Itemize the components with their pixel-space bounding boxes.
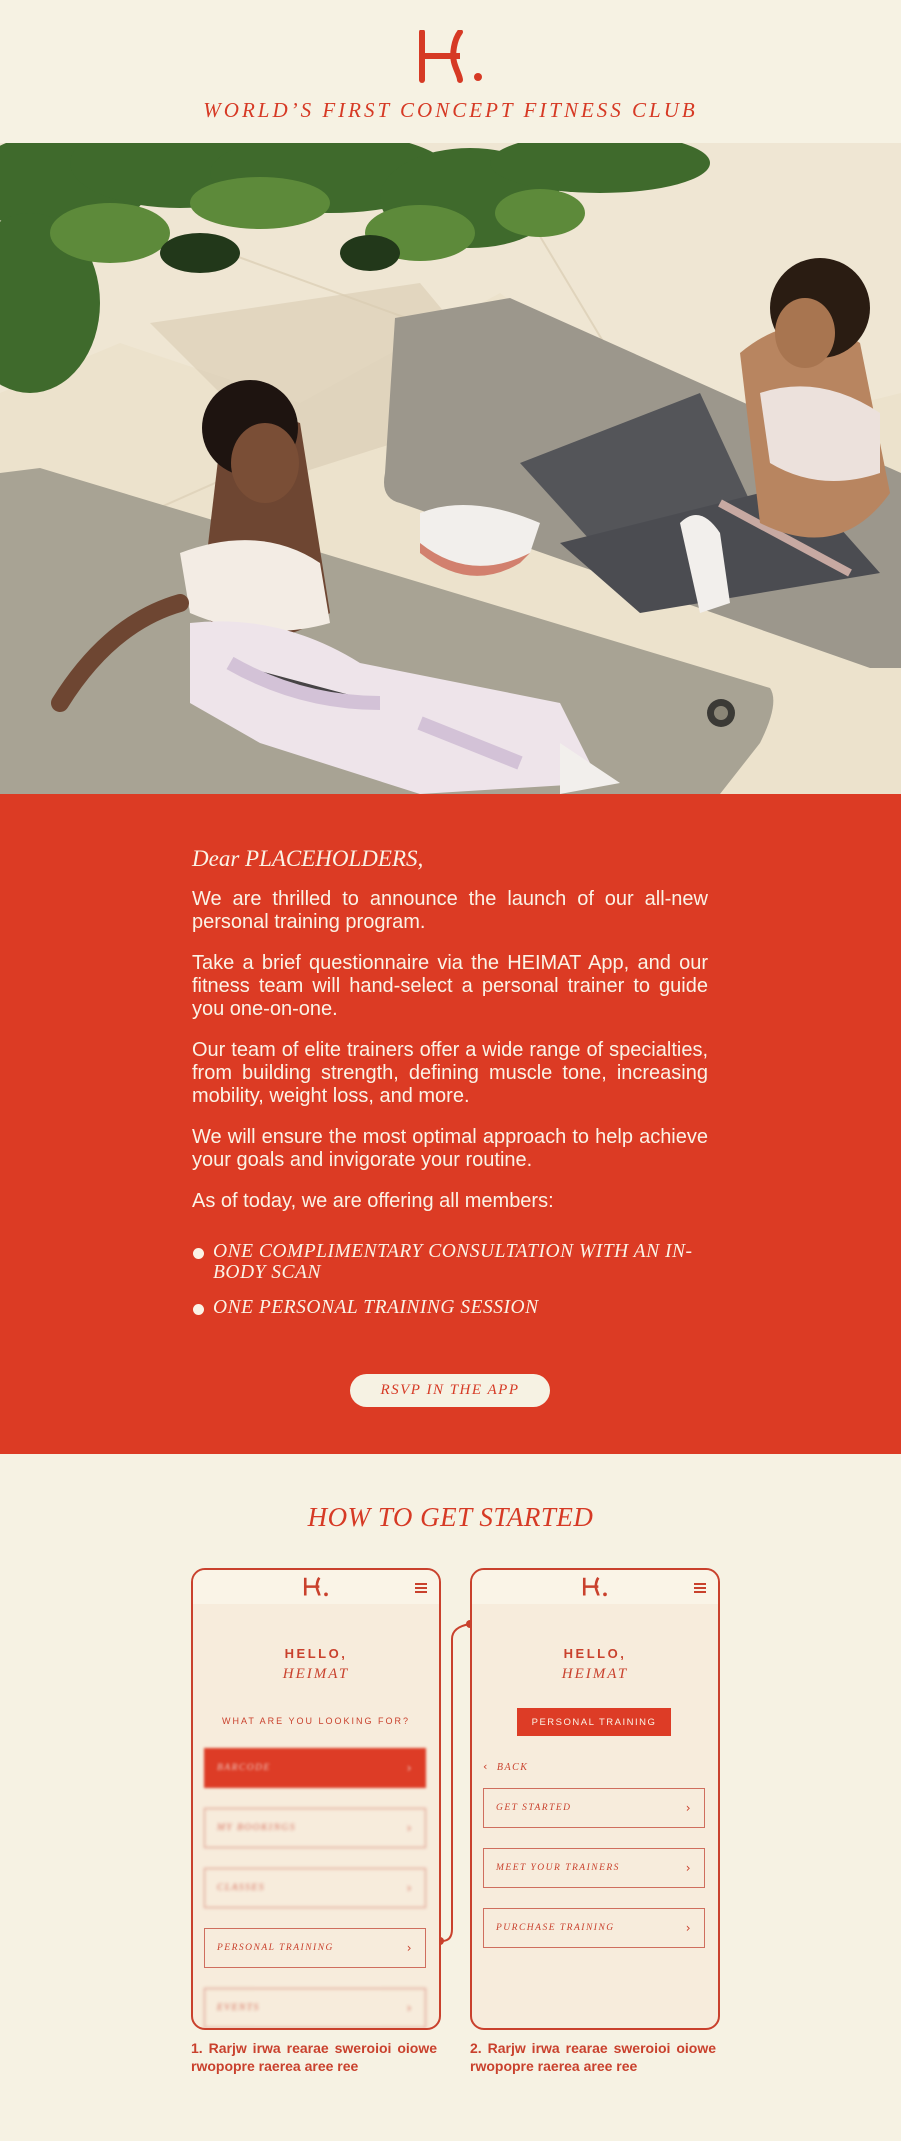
menu-item-label: PURCHASE TRAINING: [496, 1923, 615, 1933]
offer-item: ONE PERSONAL TRAINING SESSION: [192, 1297, 708, 1318]
menu-item-barcode[interactable]: [204, 1748, 426, 1788]
menu-item-events[interactable]: [204, 1988, 426, 2028]
chevron-right-icon: ›: [406, 1941, 413, 1955]
chevron-right-icon: ›: [406, 1881, 413, 1895]
menu-item-label: BARCODE: [217, 1763, 271, 1773]
phone-header: [193, 1570, 439, 1604]
hero-image: [0, 143, 901, 794]
paragraph: We will ensure the most optimal approach to help achieve your goals and invigorate your routine.: [192, 1126, 708, 1171]
rsvp-button[interactable]: RSVP IN THE APP: [350, 1374, 550, 1407]
announcement-section: [0, 794, 901, 1454]
phone-mockup-home: [191, 1568, 441, 2030]
paragraph: Our team of elite trainers offer a wide range of specialties, from building strength, defining muscle tone, increasing mobility, weight loss, and more.: [192, 1039, 708, 1107]
chevron-right-icon: ›: [685, 1921, 692, 1935]
menu-item-classes[interactable]: [204, 1868, 426, 1908]
menu-item-label: MY BOOKINGS: [217, 1823, 297, 1833]
heimat-logo-icon: [193, 1577, 439, 1602]
back-label: BACK: [496, 1762, 529, 1773]
menu-item-purchase-training[interactable]: [483, 1908, 705, 1948]
how-to-section: [0, 1454, 901, 2141]
personal-training-badge: PERSONAL TRAINING: [517, 1708, 671, 1736]
hello-text: HELLO,: [284, 1646, 348, 1661]
chevron-right-icon: ›: [406, 1761, 413, 1775]
menu-item-label: GET STARTED: [496, 1803, 572, 1813]
menu-item-get-started[interactable]: [483, 1788, 705, 1828]
menu-icon[interactable]: [694, 1583, 706, 1595]
email-header: [0, 0, 901, 143]
hello-text: HELLO,: [563, 1646, 627, 1661]
menu-icon[interactable]: [415, 1583, 427, 1595]
chevron-right-icon: ›: [685, 1801, 692, 1815]
section-title: HOW TO GET STARTED: [307, 1502, 594, 1532]
chevron-right-icon: ›: [685, 1861, 692, 1875]
heimat-text: HEIMAT: [561, 1666, 629, 1682]
chevron-left-icon: ‹: [483, 1760, 489, 1773]
tagline: WORLD’S FIRST CONCEPT FITNESS CLUB: [203, 98, 698, 122]
paragraph: We are thrilled to announce the launch of our all-new personal training program.: [192, 888, 708, 933]
chevron-right-icon: ›: [406, 1821, 413, 1835]
menu-item-label: MEET YOUR TRAINERS: [496, 1863, 620, 1873]
menu-item-label: EVENTS: [217, 2003, 260, 2013]
paragraph: As of today, we are offering all members:: [192, 1190, 554, 1212]
phone-mockup-personal-training: [470, 1568, 720, 2030]
menu-item-meet-trainers[interactable]: [483, 1848, 705, 1888]
back-link[interactable]: [483, 1760, 528, 1773]
heimat-text: HEIMAT: [282, 1666, 350, 1682]
phone-header: [472, 1570, 718, 1604]
heimat-logo-icon: [0, 30, 901, 89]
paragraph: Take a brief questionnaire via the HEIMAT App, and our fitness team will hand-select a personal trainer to guide you one-on-one.: [192, 952, 708, 1020]
offer-item: ONE COMPLIMENTARY CONSULTATION WITH AN IN-BODY SCAN: [192, 1241, 708, 1283]
heimat-logo-icon: [472, 1577, 718, 1602]
menu-item-label: CLASSES: [217, 1883, 265, 1893]
step-2-text: 2. Rarjw irwa rearae sweroioi oiowe rwopopre raerea aree ree: [470, 2040, 716, 2074]
menu-item-personal-training[interactable]: [204, 1928, 426, 1968]
greeting: Dear PLACEHOLDERS,: [192, 846, 424, 871]
menu-item-my-bookings[interactable]: [204, 1808, 426, 1848]
offers-list: [192, 1241, 708, 1318]
menu-item-label: PERSONAL TRAINING: [217, 1943, 334, 1953]
step-1-text: 1. Rarjw irwa rearae sweroioi oiowe rwopopre raerea aree ree: [191, 2040, 437, 2074]
looking-for-label: WHAT ARE YOU LOOKING FOR?: [221, 1716, 411, 1726]
step-connector: [0, 1454, 901, 2141]
chevron-right-icon: ›: [406, 2001, 413, 2015]
